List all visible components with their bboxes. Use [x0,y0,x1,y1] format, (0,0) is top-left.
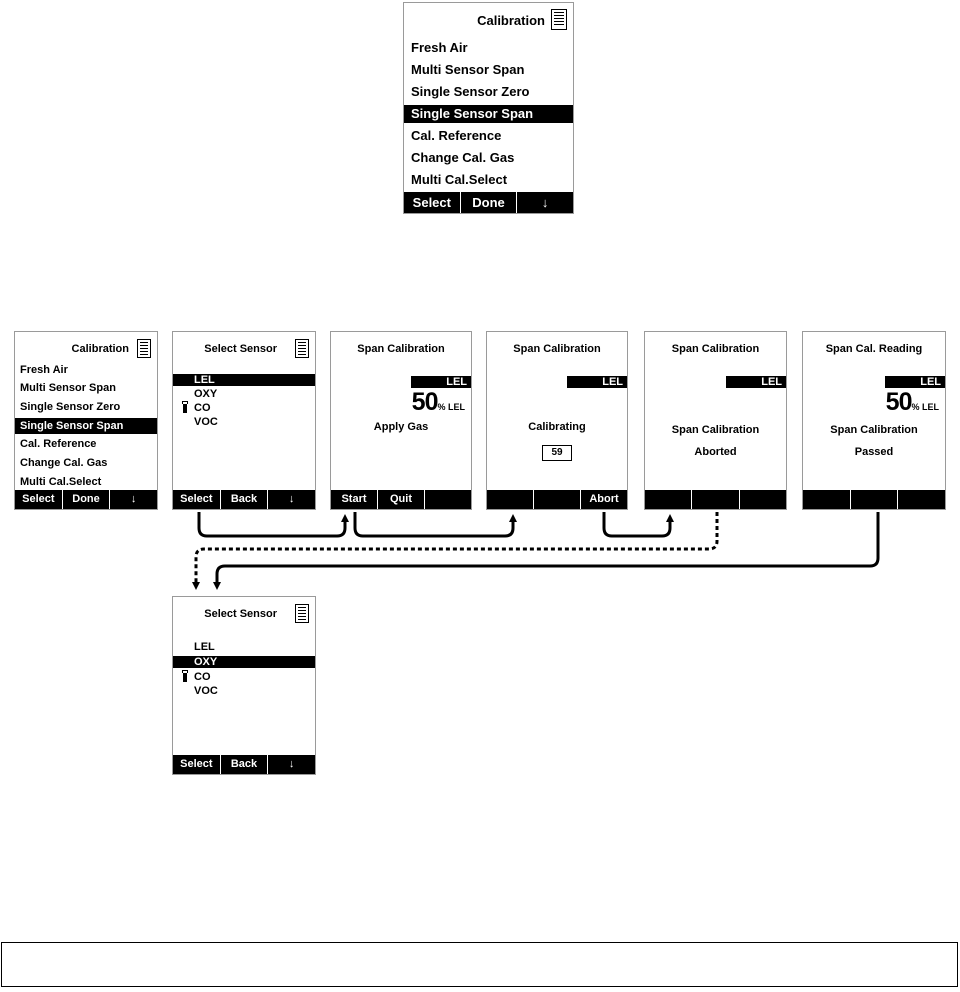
back-softkey[interactable]: Back [220,755,268,774]
abort-softkey[interactable]: Abort [580,490,627,509]
menu-item-fresh-air[interactable]: Fresh Air [20,364,68,376]
menu-item-single-sensor-zero[interactable]: Single Sensor Zero [20,401,121,413]
apply-gas-message: Apply Gas [373,421,429,433]
start-softkey[interactable]: Start [341,493,367,505]
screen-title: Span Calibration [513,343,601,355]
sensor-item-lel[interactable]: LEL [194,641,215,653]
reading-unit: % LEL [437,402,465,412]
screen-title: Select Sensor [204,608,277,620]
select-softkey[interactable]: Select [180,758,213,770]
down-arrow-softkey[interactable]: ↓ [267,755,315,774]
menu-item-fresh-air[interactable]: Fresh Air [411,40,468,55]
arrow-start-to-calibrating [355,512,513,536]
sensor-item-lel[interactable]: LEL [173,374,315,386]
screen-title: Span Calibration [671,343,760,355]
select-softkey[interactable]: Select [412,195,451,210]
sensor-item-oxy[interactable]: OXY [194,388,218,400]
note-box [1,942,958,987]
sensor-item-voc[interactable]: VOC [194,416,218,428]
sensor-label-bar: LEL [885,376,945,388]
calibrating-message: Calibrating [528,421,586,433]
menu-item-multi-cal-select[interactable]: Multi Cal.Select [20,476,102,488]
quit-softkey[interactable]: Quit [377,490,424,509]
screen-title: Select Sensor [204,343,277,355]
menu-item-single-sensor-zero[interactable]: Single Sensor Zero [411,84,530,99]
done-softkey[interactable]: Done [62,490,110,509]
menu-item-multi-sensor-span[interactable]: Multi Sensor Span [411,62,525,77]
done-softkey[interactable]: Done [460,192,517,213]
menu-item-cal-reference[interactable]: Cal. Reference [20,438,97,450]
select-softkey[interactable]: Select [180,493,213,505]
menu-item-single-sensor-span[interactable]: Single Sensor Span [404,105,573,123]
sensor-item-co[interactable]: CO [194,671,211,683]
reading-unit: % LEL [911,402,939,412]
sensor-label-bar: LEL [411,376,471,388]
down-arrow-softkey[interactable]: ↓ [109,490,157,509]
sensor-item-co[interactable]: CO [194,402,211,414]
passed-message-line1: Span Calibration [830,424,918,436]
screen-title: Calibration [477,13,545,28]
reading-value: 50 [411,388,438,416]
menu-item-change-cal-gas[interactable]: Change Cal. Gas [20,457,108,469]
menu-item-cal-reference[interactable]: Cal. Reference [411,128,502,143]
screen-title: Calibration [71,343,129,355]
aborted-message-line2: Aborted [694,446,737,458]
arrow-aborted-to-select-sensor [196,512,717,586]
screen-title: Span Cal. Reading [825,343,923,355]
down-arrow-softkey[interactable]: ↓ [267,490,315,509]
screen-title: Span Calibration [357,343,445,355]
menu-item-change-cal-gas[interactable]: Change Cal. Gas [411,150,515,165]
select-softkey[interactable]: Select [22,493,55,505]
menu-item-multi-sensor-span[interactable]: Multi Sensor Span [20,382,116,394]
arrow-abort-to-aborted [604,512,670,536]
arrow-select-to-start [199,512,345,536]
passed-message-line2: Passed [854,446,894,458]
menu-item-multi-cal-select[interactable]: Multi Cal.Select [411,172,508,187]
sensor-item-voc[interactable]: VOC [194,685,218,697]
back-softkey[interactable]: Back [220,490,268,509]
sensor-label-bar: LEL [726,376,786,388]
countdown-timer: 59 [542,445,572,461]
menu-item-single-sensor-span[interactable]: Single Sensor Span [15,418,157,434]
sensor-item-oxy[interactable]: OXY [173,656,315,668]
down-arrow-softkey[interactable]: ↓ [516,192,573,213]
reading-value: 50 [885,388,912,416]
sensor-label-bar: LEL [567,376,627,388]
aborted-message-line1: Span Calibration [671,424,760,436]
